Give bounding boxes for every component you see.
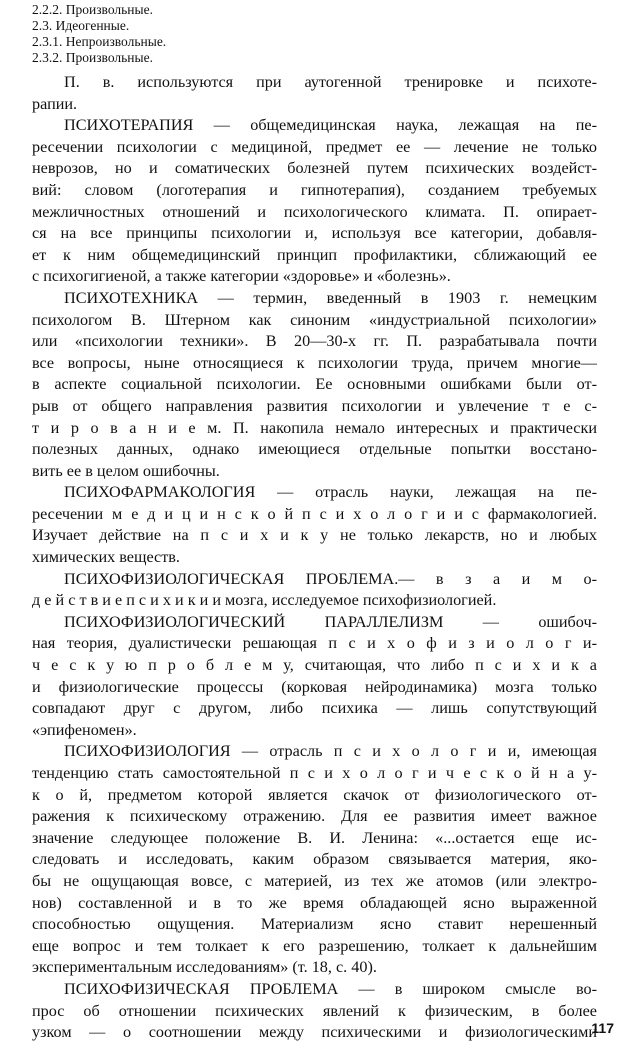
text-line: ПСИХОФАРМАКОЛОГИЯ — отрасль науки, лежащая на пе- bbox=[64, 483, 597, 502]
text-line: рапии. bbox=[32, 94, 78, 113]
text-line: вий: словом (логотерапия и гипнотерапия), созданием требуемых bbox=[32, 180, 597, 199]
text-line: химических веществ. bbox=[32, 548, 180, 567]
text-line: ся на все принципы психологии и, используя все категории, добавля- bbox=[32, 224, 597, 243]
text-line: ПСИХОФИЗИОЛОГИЧЕСКАЯ ПРОБЛЕМА.— в з а и м о- bbox=[64, 569, 597, 588]
text-line: еще вопрос и тем толкает к его разрешению, толкает к дальнейшим bbox=[32, 936, 597, 955]
text-line: ПСИХОТЕРАПИЯ — общемедицинская наука, лежащая на пе- bbox=[64, 116, 597, 135]
outline-item: 2.3.1. Непроизвольные. bbox=[32, 34, 167, 49]
text-line: психологом В. Штерном как синоним «индустриальной психологии» bbox=[32, 310, 597, 329]
text-line: ПСИХОТЕХНИКА — термин, введенный в 1903 г. немецким bbox=[64, 288, 597, 307]
text-line: следовать и исследовать, каким образом связывается материя, яко- bbox=[32, 850, 597, 869]
text-line: совпадают друг с другом, либо психика — лишь сопутствующий bbox=[32, 699, 597, 718]
page-content bbox=[32, 0, 597, 1044]
text-line: ч е с к у ю п р о б л е м у, считающая, что либо п с и х и к а bbox=[32, 656, 597, 675]
text-line: ражения к психическому отражению. Для ее развития имеет важное bbox=[32, 807, 597, 826]
outline-item: 2.2.2. Произвольные. bbox=[32, 2, 153, 17]
text-line: в аспекте социальной психологии. Ее основными ошибками были от- bbox=[32, 375, 597, 394]
text-line: узком — о соотношении между психическими и физиологическими bbox=[32, 1023, 597, 1042]
text-line: «эпифеномен». bbox=[32, 720, 137, 739]
text-line: ресечении м е д и ц и н с к о й п с и х о л о г и и с фармакологией. bbox=[32, 504, 597, 523]
body-text bbox=[32, 72, 597, 1044]
text-line: и физиологические процессы (корковая нейродинамика) мозга только bbox=[32, 677, 597, 696]
text-line: ПСИХОФИЗИОЛОГИЧЕСКИЙ ПАРАЛЛЕЛИЗМ — ошибоч- bbox=[64, 612, 597, 631]
text-line: межличностных отношений и психологического климата. П. опирает- bbox=[32, 202, 597, 221]
text-line: ПСИХОФИЗИОЛОГИЯ — отрасль п с и х о л о г и и, имеющая bbox=[64, 742, 597, 761]
text-line: П. в. используются при аутогенной тренировке и психоте- bbox=[64, 73, 597, 91]
text-line: неврозов, но и соматических болезней путем психических воздейст- bbox=[32, 159, 597, 178]
text-line: Изучает действие на п с и х и к у не только лекарств, но и любых bbox=[32, 526, 597, 545]
text-line: экспериментальным исследованиям» (т. 18, с. 40). bbox=[32, 958, 377, 977]
outline-item: 2.3.2. Произвольные. bbox=[32, 50, 153, 65]
outline-list bbox=[32, 2, 597, 66]
text-line: т и р о в а н и е м. П. накопила немало интересных и практически bbox=[32, 418, 597, 437]
text-line: к о й, предметом которой является скачок от физиологического от- bbox=[32, 785, 597, 804]
text-line: ресечении психологии с медициной, предмет ее — лечение не только bbox=[32, 137, 597, 156]
text-line: ет к ним общемедицинский принцип профилактики, сближающий ее bbox=[32, 245, 597, 264]
text-line: рыв от общего направления развития психологии и увлечение т е с- bbox=[32, 396, 597, 415]
page-number: 117 bbox=[591, 1020, 614, 1036]
text-line: полезных данных, однако имеющиеся отдельные попытки восстано- bbox=[32, 440, 597, 459]
text-line: ная теория, дуалистически решающая п с и х о ф и з и о л о г и- bbox=[32, 634, 597, 653]
text-line: д е й с т в и е п с и х и к и и мозга, исследуемое психофизиологией. bbox=[32, 591, 497, 610]
text-line: ПСИХОФИЗИЧЕСКАЯ ПРОБЛЕМА — в широком смысле во- bbox=[64, 979, 597, 998]
text-line: или «психологии техники». В 20—30-х гг. П. разрабатывала почти bbox=[32, 332, 597, 351]
text-line: бы не ощущающая вовсе, с материей, из тех же атомов (или электро- bbox=[32, 871, 597, 890]
text-line: тенденцию стать самостоятельной п с и х о л о г и ч е с к о й н а у- bbox=[32, 764, 597, 782]
text-line: способностью ощущения. Материализм ясно ставит нерешенный bbox=[32, 915, 597, 934]
text-line: вить ее в целом ошибочны. bbox=[32, 461, 220, 480]
text-line: с психогигиеной, а также категории «здоровье» и «болезнь». bbox=[32, 267, 451, 286]
text-line: нов) составленной и в то же время обладающей ясно выраженной bbox=[32, 893, 597, 912]
text-line: все вопросы, ныне относящиеся к психологии труда, причем многие— bbox=[32, 353, 597, 372]
outline-item: 2.3. Идеогенные. bbox=[32, 18, 130, 33]
text-line: прос об отношении психических явлений к физическим, в более bbox=[32, 1001, 597, 1020]
text-line: значение следующее положение В. И. Ленина: «...остается еще ис- bbox=[32, 828, 597, 847]
